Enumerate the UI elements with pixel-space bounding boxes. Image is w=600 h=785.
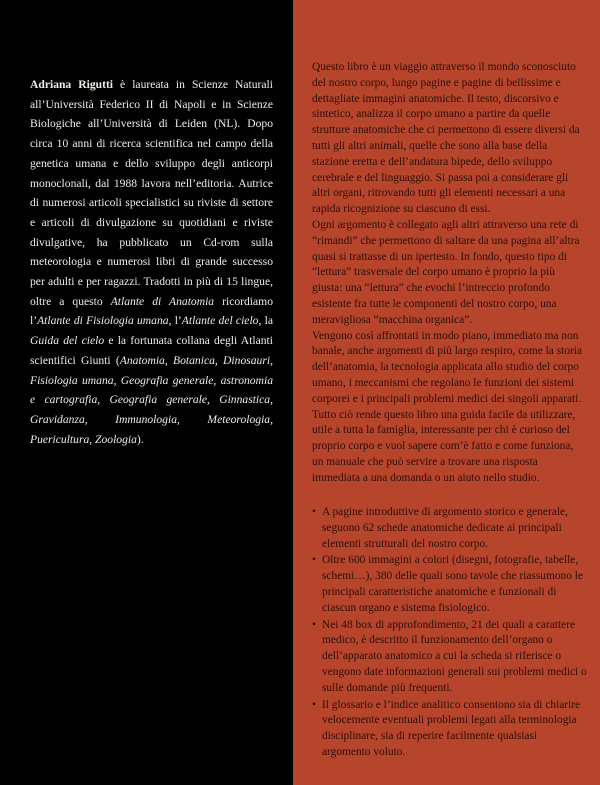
description-paragraph: Ogni argomento è collegato agli altri attraverso una rete di “rimandi” che permettono di saltare da una pagina all’altra quasi si trattasse di un ipertesto. In fondo, questo tipo di “lettura” trasversale del corpo umano è proprio la più giusta: una “lettura” che evochi l’intreccio profondo esistente fra tutte le componenti del nostro corpo, una meravigliosa “macchina organica”. <box>312 218 580 326</box>
book-title-anatomia: Atlante di Anatomia <box>110 294 215 308</box>
bio-text: è laureata in Scienze Naturali all’Università Federico II di Napoli e in Scienze Biologiche all’Università di Leiden (NL). Dopo circa 10 anni di ricerca scientifica nel campo della genetica umana e dello sviluppo degli anticorpi monoclonali, dal 1988 lavora nell’editoria. Autrice di numerosi articoli specialistici su riviste di settore e articoli di divulgazione su quotidiani e riviste divulgative, ha pubblicato un Cd-rom sulla meteorologia e numerosi libri di grande successo per adulti e per ragazzi. Tradotti in più di 15 lingue, oltre a questo <box>30 78 273 308</box>
book-description <box>312 60 586 487</box>
feature-item: • Oltre 600 immagini a colori (disegni, fotografie, tabelle, schemi…), 380 delle quali sono tavole che riassumono le principali caratteristiche anatomiche e funzionali di ciascun organo e sistema fisiologico. <box>312 553 588 616</box>
feature-item: • Nei 48 box di approfondimento, 21 dei quali a carattere medico, è descritto il funzionamento dell’organo o dell’apparato anatomico a cui la scheda si riferisce o vengono date informazioni generali sui problemi medici o sulle domande più frequenti. <box>312 618 588 697</box>
description-paragraph: Tutto ciò rende questo libro una guida facile da utilizzare, utile a tutta la famiglia, interessante per chi è curioso del proprio corpo e vuol sapere com’è fatto e come funziona, un manuale che può servire a trovare una risposta immediata a una domanda o un aiuto nello studio. <box>312 408 576 484</box>
bio-text: , l’ <box>168 314 182 328</box>
description-paragraph: Vengono così affrontati in modo piano, immediato ma non banale, anche argomenti di più largo respiro, come la storia dell’anatomia, la tecnologia applicata allo studio del corpo umano, i meccanismi che regolano le funzioni dei sistemi corporei e i principali problemi medici dei singoli apparati. <box>312 329 583 405</box>
description-paragraph: Questo libro è un viaggio attraverso il mondo sconosciuto del nostro corpo, lungo pagine e pagine di bellissime e dettagliate immagini anatomiche. Il testo, discorsivo e sintetico, analizza il corpo umano a partire da quelle strutture anatomiche che ci permettono di essere diversi da tutti gli altri animali, quelle che sono alla base della stazione eretta e dell’andatura bipede, dello sviluppo cerebrale e del linguaggio. Si passa poi a considerare gli altri organi, ritrovando tutti gli elementi necessari a una rapida ricognizione su ciascuno di essi. <box>312 61 580 216</box>
bio-text: , la <box>258 314 273 328</box>
book-title-fisiologia: Atlante di Fisiologia umana <box>37 314 169 328</box>
author-name: Adriana Rigutti <box>30 78 114 91</box>
feature-item: • Il glossario e l’indice analitico consentono sia di chiarire velocemente eventuali problemi legati alla terminologia disciplinare, sia di reperire facilmente qualsiasi argomento voluto. <box>312 698 588 761</box>
bio-text: ricordiamo l’ <box>30 294 273 328</box>
bio-text: ). <box>136 432 144 446</box>
author-panel <box>0 0 293 785</box>
feature-list <box>312 505 588 762</box>
book-title-guida: Guida del cielo <box>30 334 105 348</box>
series-list: Anatomia, Botanica, Dinosauri, Fisiologia umana, Geografia generale, astronomia e cartografia, Geografia generale, Ginnastica, Gravidanza, Immunologia, Meteorologia, Puericultura, Zoologia <box>30 353 273 446</box>
bio-text: e la fortunata collana degli Atlanti scientifici Giunti ( <box>30 334 273 367</box>
author-bio <box>30 75 273 449</box>
book-title-cielo: Atlante del cielo <box>181 314 259 328</box>
feature-item: • A pagine introduttive di argomento storico e generale, seguono 62 schede anatomiche dedicate ai principali elementi strutturali del nostro corpo. <box>312 505 588 552</box>
